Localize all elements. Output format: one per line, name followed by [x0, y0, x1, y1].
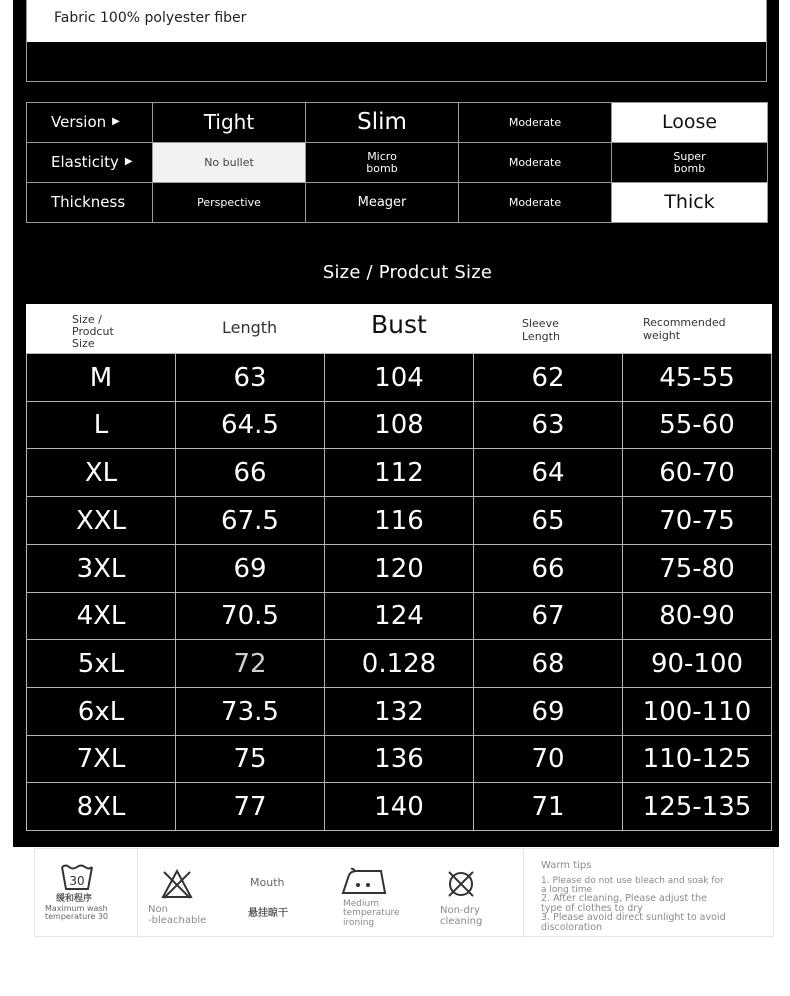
property-label-text: Elasticity [51, 152, 119, 171]
wash-number: 30 [69, 874, 85, 888]
tips-item: 2. After cleaning, Please adjust the type of clothes to dry [541, 893, 707, 914]
size-value-cell: 68 [473, 639, 623, 688]
size-table-title: Size / Prodcut Size [322, 262, 493, 283]
tips-title: Warm tips [541, 860, 592, 871]
wash-caption: Maximum wash temperature 30 [45, 904, 109, 922]
size-value-cell: 70 [473, 735, 623, 783]
property-option: Thick [611, 182, 768, 223]
size-header-cell: Bust [371, 310, 427, 339]
property-label-text: Version [51, 112, 107, 131]
size-value-cell: 67.5 [175, 496, 325, 545]
dry-chinese-label: 悬挂晾干 [248, 908, 288, 919]
size-label-cell: 3XL [26, 544, 176, 593]
size-value-cell: 66 [175, 448, 325, 497]
size-value-cell: 125-135 [622, 782, 772, 831]
property-option: No bullet [152, 142, 306, 183]
size-value-cell: 136 [324, 735, 474, 783]
size-header-cell: Sleeve Length [522, 317, 560, 343]
property-label-text: Thickness [51, 192, 126, 211]
property-option: Perspective [152, 182, 306, 223]
size-value-cell: 120 [324, 544, 474, 593]
size-value-cell: 124 [324, 592, 474, 640]
tips-item: 3. Please avoid direct sunlight to avoid discoloration [541, 912, 726, 933]
care-divider [523, 849, 524, 938]
size-value-cell: 77 [175, 782, 325, 831]
size-value-cell: 75 [175, 735, 325, 783]
size-header-cell: Size / Prodcut Size [72, 313, 114, 351]
size-label-cell: XXL [26, 496, 176, 545]
tips-item: 1. Please do not use bleach and soak for a long time [541, 876, 724, 895]
size-header-cell: Recommended weight [643, 316, 726, 342]
size-value-cell: 70-75 [622, 496, 772, 545]
size-label-cell: M [26, 353, 176, 402]
size-value-cell: 69 [473, 687, 623, 736]
property-option: Super bomb [611, 142, 768, 183]
size-value-cell: 72 [175, 639, 325, 688]
size-value-cell: 108 [324, 401, 474, 449]
property-option: Moderate [458, 182, 612, 223]
iron-medium-icon [341, 867, 387, 897]
size-value-cell: 116 [324, 496, 474, 545]
size-value-cell: 66 [473, 544, 623, 593]
property-option: Loose [611, 102, 768, 143]
play-arrow-icon: ▶ [124, 156, 133, 168]
size-value-cell: 65 [473, 496, 623, 545]
size-label-cell: L [26, 401, 176, 449]
size-value-cell: 64 [473, 448, 623, 497]
size-value-cell: 104 [324, 353, 474, 402]
size-value-cell: 64.5 [175, 401, 325, 449]
iron-caption: Medium temperature ironing [343, 899, 400, 928]
property-option: Moderate [458, 102, 612, 143]
size-value-cell: 60-70 [622, 448, 772, 497]
property-option: Meager [305, 182, 459, 223]
size-label-cell: 6xL [26, 687, 176, 736]
non-bleach-icon [161, 869, 193, 899]
size-value-cell: 100-110 [622, 687, 772, 736]
size-label-cell: XL [26, 448, 176, 497]
bleach-caption: Non -bleachable [148, 904, 207, 926]
size-value-cell: 0.128 [324, 639, 474, 688]
fabric-text: Fabric 100% polyester fiber [54, 10, 247, 26]
property-option: Tight [152, 102, 306, 143]
property-label-elasticity [26, 142, 153, 183]
size-value-cell: 71 [473, 782, 623, 831]
size-value-cell: 110-125 [622, 735, 772, 783]
size-label-cell: 7XL [26, 735, 176, 783]
property-option: Micro bomb [305, 142, 459, 183]
size-label-cell: 8XL [26, 782, 176, 831]
care-divider [137, 849, 138, 938]
play-arrow-icon: ▶ [112, 116, 120, 128]
property-label-version [26, 102, 153, 143]
property-option: Moderate [458, 142, 612, 183]
size-label-cell: 5xL [26, 639, 176, 688]
wash-30-icon [61, 863, 93, 891]
size-value-cell: 69 [175, 544, 325, 593]
size-value-cell: 55-60 [622, 401, 772, 449]
size-value-cell: 140 [324, 782, 474, 831]
dryclean-caption: Non-dry cleaning [440, 905, 483, 927]
property-option: Slim [305, 102, 459, 143]
dry-title: Mouth [250, 876, 285, 889]
size-label-cell: 4XL [26, 592, 176, 640]
size-value-cell: 73.5 [175, 687, 325, 736]
property-label-thickness [26, 182, 153, 223]
size-value-cell: 63 [175, 353, 325, 402]
size-header-cell: Length [222, 318, 278, 337]
size-value-cell: 63 [473, 401, 623, 449]
size-value-cell: 62 [473, 353, 623, 402]
size-value-cell: 67 [473, 592, 623, 640]
size-value-cell: 112 [324, 448, 474, 497]
size-value-cell: 75-80 [622, 544, 772, 593]
care-instructions [34, 848, 774, 937]
size-value-cell: 45-55 [622, 353, 772, 402]
size-value-cell: 132 [324, 687, 474, 736]
no-dry-clean-icon [447, 869, 475, 899]
wash-chinese-label: 缓和程序 [56, 894, 93, 904]
size-table-header [26, 304, 772, 353]
size-value-cell: 70.5 [175, 592, 325, 640]
size-value-cell: 80-90 [622, 592, 772, 640]
size-value-cell: 90-100 [622, 639, 772, 688]
